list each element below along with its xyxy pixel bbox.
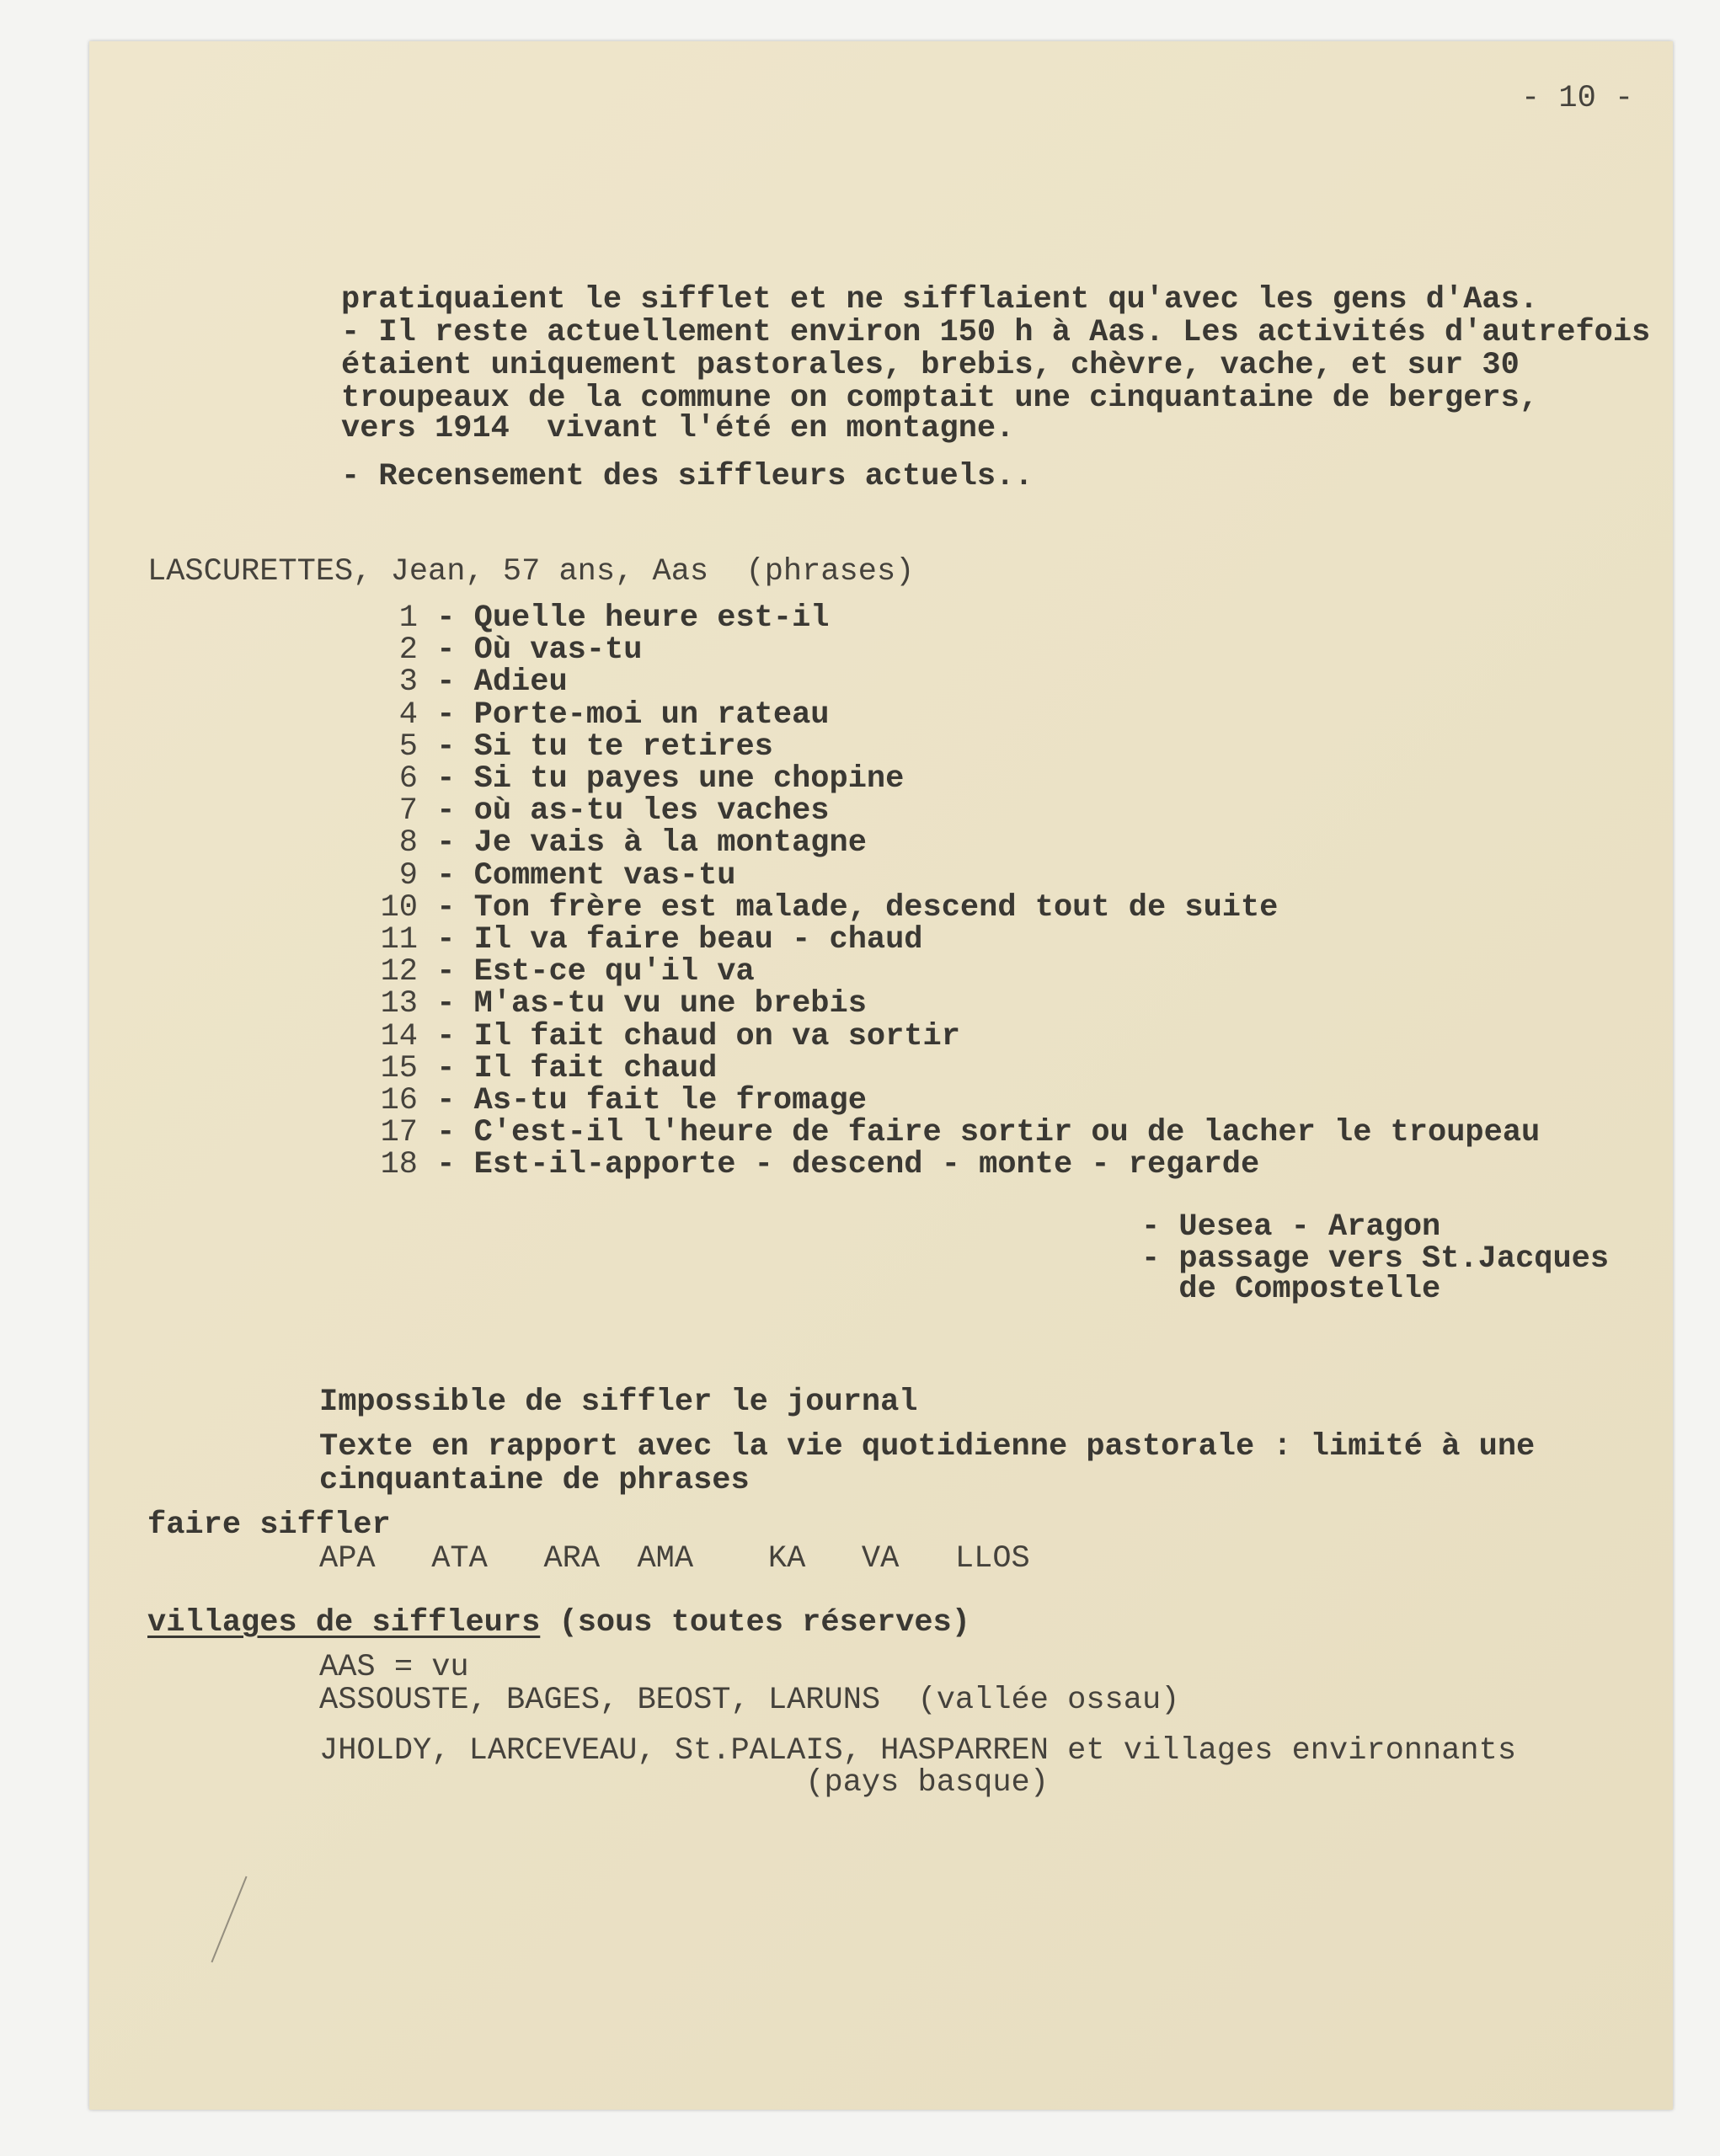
side-note: de Compostelle [1141, 1272, 1441, 1307]
page-number: - 10 - [1521, 81, 1634, 116]
phrase-item [367, 794, 830, 828]
side-note: - Uesea - Aragon [1141, 1209, 1441, 1245]
phrase-number: 1 [398, 600, 418, 636]
phrase-number: 8 [398, 825, 418, 862]
phrase-item [367, 1020, 960, 1054]
phrase-number: 15 [380, 1050, 418, 1086]
phrase-number: 3 [398, 664, 418, 701]
intro-line: - Il reste actuellement environ 150 h à Aas. Les activités d'autrefois [341, 315, 1651, 350]
village-line: AAS = vu [319, 1650, 469, 1685]
census-line: - Recensement des siffleurs actuels.. [341, 459, 1034, 494]
phrase-item [367, 1084, 867, 1118]
syllables-line: APA ATA ARA AMA KA VA LLOS [319, 1541, 1030, 1577]
phrase-item [367, 987, 867, 1021]
phrase-number: 9 [398, 857, 418, 894]
phrase-text: - Est-il-apporte - descend - monte - regarde [436, 1147, 1260, 1183]
phrase-text: - Quelle heure est-il [436, 600, 830, 636]
phrase-number: 17 [380, 1115, 418, 1151]
phrase-text: - As-tu fait le fromage [436, 1083, 867, 1118]
village-line: ASSOUSTE, BAGES, BEOST, LARUNS (vallée ossau) [319, 1683, 1180, 1718]
intro-line: pratiquaient le sifflet et ne sifflaient qu'avec les gens d'Aas. [341, 282, 1539, 318]
villages-note: (sous toutes réserves) [540, 1605, 970, 1641]
phrase-text: - où as-tu les vaches [436, 793, 830, 830]
phrase-item [367, 859, 735, 893]
phrase-number: 6 [398, 761, 418, 797]
phrase-item [367, 1148, 1259, 1182]
phrase-text: - Il fait chaud [436, 1050, 718, 1086]
phrase-item [367, 1052, 717, 1086]
phrase-item [367, 698, 830, 732]
phrase-number: 16 [380, 1083, 418, 1118]
villages-heading-line [147, 1606, 970, 1640]
phrase-item [367, 826, 867, 860]
phrase-text: - Je vais à la montagne [436, 825, 867, 862]
phrase-number: 13 [380, 986, 418, 1022]
texte-line: Texte en rapport avec la vie quotidienne pastorale : limité à une [319, 1429, 1536, 1465]
phrase-text: - Ton frère est malade, descend tout de suite [436, 889, 1279, 926]
side-note: - passage vers St.Jacques [1141, 1241, 1610, 1277]
phrase-text: - Adieu [436, 664, 568, 701]
phrase-item [367, 601, 830, 635]
phrase-item [367, 665, 568, 699]
phrase-text: - Où vas-tu [436, 632, 643, 669]
phrase-number: 2 [398, 632, 418, 669]
phrase-item [367, 923, 923, 957]
phrase-text: - Il fait chaud on va sortir [436, 1018, 960, 1054]
phrase-text: - Il va faire beau - chaud [436, 922, 923, 958]
village-line: (pays basque) [319, 1765, 1049, 1801]
phrase-number: 10 [380, 889, 418, 926]
phrase-item [367, 730, 773, 764]
impossible-line: Impossible de siffler le journal [319, 1385, 918, 1420]
villages-heading: villages de siffleurs [147, 1605, 541, 1641]
phrase-item [367, 762, 904, 796]
phrase-number: 5 [398, 728, 418, 765]
informant-heading: LASCURETTES, Jean, 57 ans, Aas (phrases) [147, 554, 915, 590]
phrase-number: 7 [398, 793, 418, 830]
document-page [89, 41, 1673, 2110]
phrase-number: 18 [380, 1147, 418, 1183]
phrase-text: - Est-ce qu'il va [436, 954, 755, 990]
phrase-item [367, 955, 755, 989]
village-line: JHOLDY, LARCEVEAU, St.PALAIS, HASPARREN et villages environnants [319, 1733, 1517, 1769]
faire-siffler-label: faire siffler [147, 1508, 391, 1543]
intro-line: étaient uniquement pastorales, brebis, chèvre, vache, et sur 30 [341, 348, 1520, 383]
phrase-number: 4 [398, 696, 418, 733]
intro-line: troupeaux de la commune on comptait une cinquantaine de bergers, [341, 381, 1539, 416]
texte-line: cinquantaine de phrases [319, 1463, 750, 1498]
phrase-item [367, 891, 1278, 925]
phrase-text: - M'as-tu vu une brebis [436, 986, 867, 1022]
phrase-text: - C'est-il l'heure de faire sortir ou de lacher le troupeau [436, 1115, 1541, 1151]
phrase-item [367, 633, 642, 667]
phrase-text: - Porte-moi un rateau [436, 696, 830, 733]
intro-line: vers 1914 vivant l'été en montagne. [341, 411, 1015, 446]
phrase-item [367, 1116, 1540, 1150]
phrase-text: - Si tu payes une chopine [436, 761, 905, 797]
phrase-text: - Comment vas-tu [436, 857, 736, 894]
phrase-text: - Si tu te retires [436, 728, 773, 765]
phrase-number: 14 [380, 1018, 418, 1054]
pencil-stroke [211, 1876, 247, 1963]
phrase-number: 12 [380, 954, 418, 990]
phrase-number: 11 [380, 922, 418, 958]
